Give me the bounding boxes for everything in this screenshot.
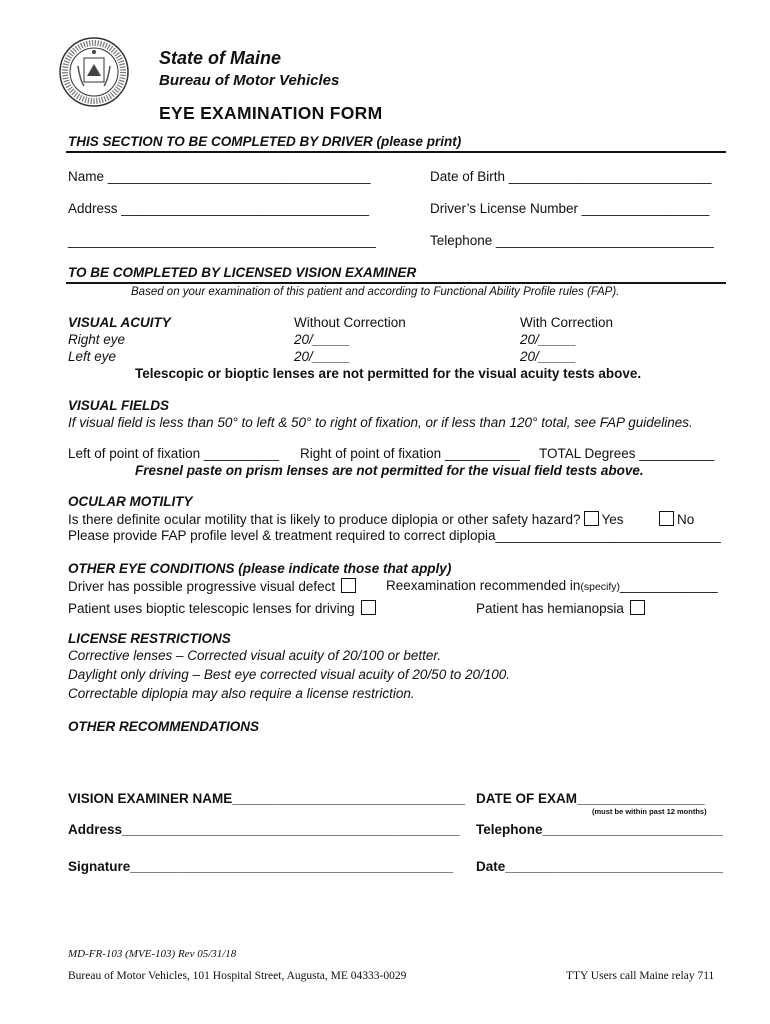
state-name: State of Maine — [159, 48, 282, 68]
examiner-telephone-field[interactable]: Telephone________________________ — [476, 822, 723, 837]
progressive-defect-checkbox[interactable] — [341, 578, 356, 593]
reexamination-field[interactable]: _____________ — [620, 578, 718, 593]
address-field[interactable]: Address _________________________________ — [68, 201, 370, 216]
fresnel-note: Fresnel paste on prism lenses are not permitted for the visual field tests above. — [135, 463, 644, 478]
left-eye-label: Left eye — [68, 349, 117, 364]
driver-section-heading: THIS SECTION TO BE COMPLETED BY DRIVER (please print) — [68, 134, 462, 149]
form-number: MD-FR-103 (MVE-103) Rev 05/31/18 — [68, 948, 237, 960]
acuity-note: Telescopic or bioptic lenses are not permitted for the visual acuity tests above. — [135, 366, 642, 381]
yes-checkbox[interactable] — [584, 511, 599, 526]
tty-note: TTY Users call Maine relay 711 — [566, 970, 715, 982]
section-divider — [66, 151, 726, 153]
visual-fields-text: If visual field is less than 50° to left & 50° to right of fixation, or if less than 120° total, see FAP guidelines. — [68, 415, 693, 430]
examiner-subtext: Based on your examination of this patient and according to Functional Ability Profile rules (FAP). — [131, 286, 620, 298]
examiner-section-heading: TO BE COMPLETED BY LICENSED VISION EXAMINER — [68, 265, 417, 280]
reexamination-label: Reexamination recommended in — [386, 578, 581, 593]
without-correction-label: Without Correction — [294, 315, 406, 330]
section-divider — [66, 282, 726, 284]
visual-fields-heading: VISUAL FIELDS — [68, 398, 170, 413]
state-seal-logo — [58, 36, 130, 108]
reexamination-row — [386, 578, 718, 593]
restriction-line-3: Correctable diplopia may also require a license restriction. — [68, 686, 415, 701]
total-degrees-field[interactable]: TOTAL Degrees __________ — [539, 446, 715, 461]
bioptic-label: Patient uses bioptic telescopic lenses for driving — [68, 601, 355, 616]
hemianopsia-row — [476, 600, 648, 616]
dob-field[interactable]: Date of Birth ___________________________ — [430, 169, 712, 184]
visual-acuity-heading: VISUAL ACUITY — [68, 315, 171, 330]
right-eye-label: Right eye — [68, 332, 126, 347]
license-restrictions-heading: LICENSE RESTRICTIONS — [68, 631, 231, 646]
no-checkbox[interactable] — [659, 511, 674, 526]
bioptic-row — [68, 600, 379, 616]
bioptic-checkbox[interactable] — [361, 600, 376, 615]
license-number-field[interactable]: Driver’s License Number _________________ — [430, 201, 710, 216]
left-eye-with-field[interactable]: 20/_____ — [520, 349, 577, 364]
ocular-motility-heading: OCULAR MOTILITY — [68, 494, 193, 509]
left-eye-without-field[interactable]: 20/_____ — [294, 349, 351, 364]
right-eye-with-field[interactable]: 20/_____ — [520, 332, 577, 347]
bureau-name: Bureau of Motor Vehicles — [159, 72, 340, 89]
footer-address: Bureau of Motor Vehicles, 101 Hospital Street, Augusta, ME 04333-0029 — [68, 970, 407, 982]
telephone-field[interactable]: Telephone _____________________________ — [430, 233, 714, 248]
yes-label: Yes — [601, 512, 624, 527]
with-correction-label: With Correction — [520, 315, 614, 330]
address-line-2-field[interactable]: _________________________________________ — [68, 233, 376, 248]
form-title: EYE EXAMINATION FORM — [159, 103, 383, 123]
exam-date-note: (must be within past 12 months) — [592, 807, 707, 816]
restriction-line-2: Daylight only driving – Best eye corrected visual acuity of 20/50 to 20/100. — [68, 667, 510, 682]
restriction-line-1: Corrective lenses – Corrected visual acuity of 20/100 or better. — [68, 648, 442, 663]
recommendations-area[interactable] — [68, 740, 724, 784]
motility-question — [68, 511, 624, 527]
fap-profile-field[interactable]: Please provide FAP profile level & treatment required to correct diplopia______________________________ — [68, 528, 721, 543]
left-fixation-field[interactable]: Left of point of fixation __________ — [68, 446, 279, 461]
other-conditions-heading: OTHER EYE CONDITIONS (please indicate those that apply) — [68, 561, 452, 576]
hemianopsia-label: Patient has hemianopsia — [476, 601, 624, 616]
hemianopsia-checkbox[interactable] — [630, 600, 645, 615]
right-eye-without-field[interactable]: 20/_____ — [294, 332, 351, 347]
other-recommendations-heading: OTHER RECOMMENDATIONS — [68, 719, 259, 734]
right-fixation-field[interactable]: Right of point of fixation __________ — [300, 446, 520, 461]
no-option — [659, 511, 694, 527]
specify-label: (specify) — [580, 581, 621, 593]
progressive-defect-row — [68, 578, 359, 594]
exam-date-field[interactable]: DATE OF EXAM_________________ — [476, 791, 705, 806]
examiner-address-field[interactable]: Address_____________________________________________ — [68, 822, 460, 837]
progressive-defect-label: Driver has possible progressive visual defect — [68, 579, 336, 594]
motility-question-text: Is there definite ocular motility that is likely to produce diplopia or other safety hazard? — [68, 512, 581, 527]
name-field[interactable]: Name ___________________________________ — [68, 169, 371, 184]
no-label: No — [677, 512, 695, 527]
signature-field[interactable]: Signature___________________________________________ — [68, 859, 454, 874]
examiner-name-field[interactable]: VISION EXAMINER NAME_______________________________ — [68, 791, 466, 806]
signature-date-field[interactable]: Date_____________________________ — [476, 859, 723, 874]
